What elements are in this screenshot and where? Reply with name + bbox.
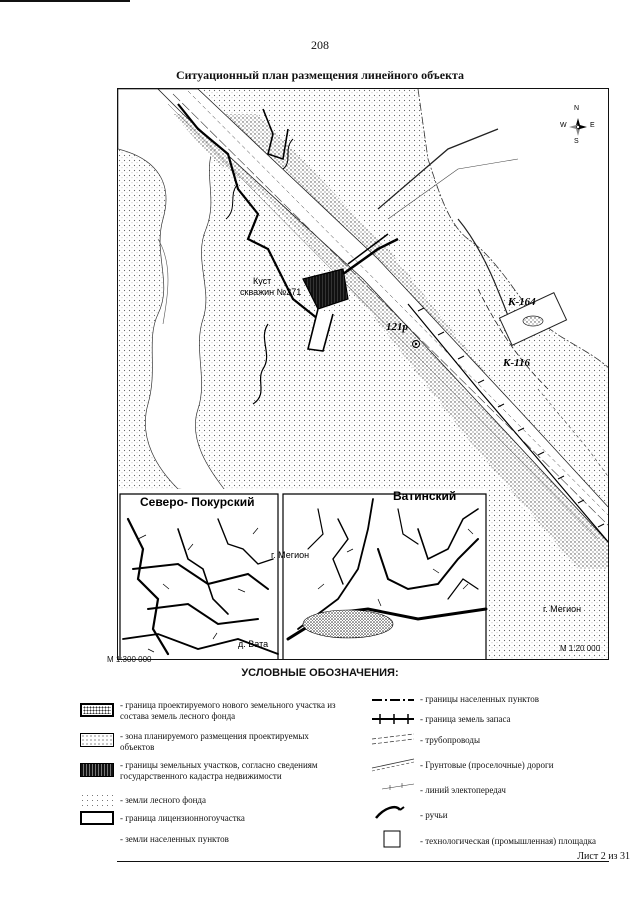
legend-swatch-projected-plot (80, 703, 114, 717)
compass-n: N (574, 105, 580, 112)
compass-s: S (574, 138, 579, 145)
legend-swatch-planned-zone (80, 733, 114, 747)
sheet-label: Лист 2 из 31 (577, 851, 630, 862)
legend-text-dirt-roads: - Грунтовые (проселочные) дороги (420, 760, 554, 770)
legend-title: УСЛОВНЫЕ ОБОЗНАЧЕНИЯ: (241, 667, 399, 679)
well-pad-label-2: скважин №271 (240, 287, 302, 297)
inset-field-right: Ватинский (393, 489, 457, 503)
legend-text-planned-zone: - зона планируемого размещения проектируемых объектов (120, 731, 309, 752)
legend-text-settlement-land: - земли населенных пунктов (120, 834, 229, 844)
legend-text-pipelines: - трубопроводы (420, 735, 481, 745)
scale-inset: М 1:300 000 (107, 655, 152, 664)
inset-city-megion: г. Мегион (271, 550, 310, 560)
inset-map-canvas (118, 489, 488, 660)
inset-town-area (303, 610, 393, 638)
map-title: Ситуационный план размещения линейного объекта (175, 68, 465, 82)
map-frame (117, 88, 609, 660)
legend-text-forest: - земли лесного фонда (120, 795, 207, 805)
legend-symbols-right (370, 692, 418, 852)
compass-e: E (590, 122, 595, 129)
page-number: 208 (311, 38, 329, 52)
legend-swatch-cadastre (80, 763, 114, 777)
legend-text-streams: - ручьи (420, 810, 448, 820)
top-edge-mark (0, 0, 130, 2)
legend-text-industrial-site: - технологическая (промышленная) площадка (420, 836, 596, 846)
legend-text-projected-plot: - граница проектируемого нового земельного участка из состава земель лесного фонда (120, 700, 336, 721)
well-pad-label-1: Куст (253, 276, 272, 286)
footer-line (117, 861, 609, 862)
legend-text-cadastre: - границы земельных участков, согласно сведениям государственного кадастра недвижимости (120, 760, 318, 781)
inset-map (118, 489, 488, 660)
compass-w: W (560, 122, 567, 129)
legend-text-reserve-boundary: - граница земель запаса (420, 714, 511, 724)
road-k164-label: К-164 (508, 296, 536, 308)
legend-swatch-license (80, 811, 114, 825)
site-121r-label: 121р (386, 321, 408, 333)
inset-field-left: Северо- Покурский (140, 495, 255, 509)
inset-village-vata: д. Вата (238, 639, 269, 649)
road-k116-label: К-116 (503, 357, 531, 369)
legend-text-license: - граница лицензионногоучастка (120, 813, 245, 823)
scale-main: М 1:20 000 (560, 644, 601, 653)
city-megion-label: г. Мегион (543, 604, 582, 614)
legend-text-settlement-boundary: - границы населенных пунктов (420, 694, 539, 704)
legend-swatch-forest (80, 793, 114, 807)
legend-text-power-lines: - линий электопередач (420, 785, 506, 795)
